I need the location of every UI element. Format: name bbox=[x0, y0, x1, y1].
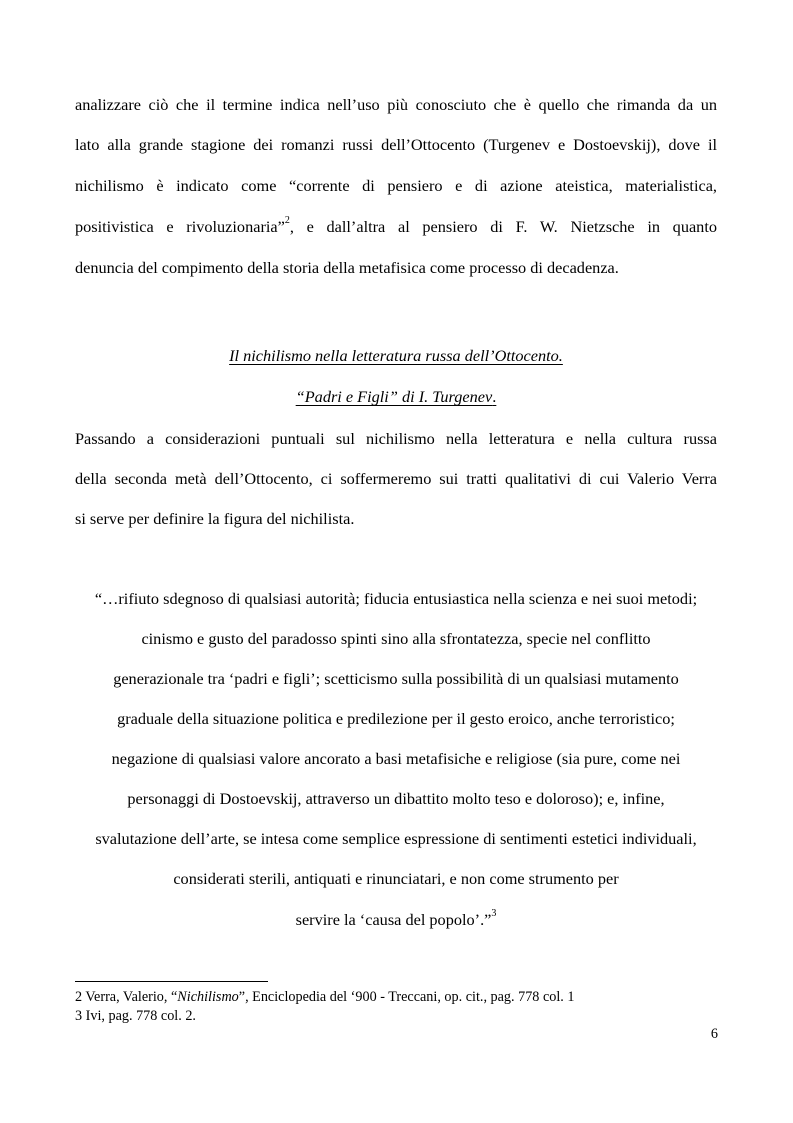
body-text-fragment: positivistica e rivoluzionaria” bbox=[75, 217, 285, 236]
section-subheading bbox=[75, 387, 717, 407]
body-text-line: si serve per definire la figura del nichilista. bbox=[75, 509, 355, 528]
body-text-line: lato alla grande stagione dei romanzi russi dell’Ottocento (Turgenev e Dostoevskij), dove il bbox=[75, 135, 717, 154]
quote-line: generazionale tra ‘padri e figli’; scetticismo sulla possibilità di un qualsiasi mutamento bbox=[113, 669, 679, 688]
quote-line: svalutazione dell’arte, se intesa come semplice espressione di sentimenti estetici individuali, bbox=[95, 829, 697, 848]
section-heading-title: Il nichilismo nella letteratura russa dell’Ottocento. bbox=[229, 346, 563, 365]
footnote-ref-2[interactable]: 2 bbox=[284, 215, 290, 226]
quote-line: considerati sterili, antiquati e rinunciatari, e non come strumento per bbox=[173, 869, 619, 888]
quote-line: negazione di qualsiasi valore ancorato a basi metafisiche e religiose (sia pure, come nei bbox=[111, 749, 681, 768]
quote-line: personaggi di Dostoevskij, attraverso un dibattito molto teso e doloroso); e, infine, bbox=[127, 789, 665, 808]
body-text-fragment: , e dall’altra al pensiero di F. W. Nietzsche in quanto bbox=[289, 217, 717, 236]
footnote-ref-3[interactable]: 3 bbox=[491, 908, 497, 919]
section-subheading-title: “Padri e Figli” di I. Turgenev bbox=[295, 387, 493, 406]
body-text-line: analizzare ciò che il termine indica nell’uso più conosciuto che è quello che rimanda da un bbox=[75, 95, 717, 114]
footnote-title: Nichilismo bbox=[177, 989, 239, 1005]
page-number: 6 bbox=[710, 1026, 718, 1042]
quote-line bbox=[75, 910, 717, 933]
quote-line: “…rifiuto sdegnoso di qualsiasi autorità; fiducia entusiastica nella scienza e nei suoi metodi; bbox=[94, 589, 698, 608]
footnote-3: 3 Ivi, pag. 778 col. 2. bbox=[75, 1008, 196, 1024]
footnote-text: 2 Verra, Valerio, “ bbox=[75, 989, 178, 1005]
body-text-line: nichilismo è indicato come “corrente di pensiero e di azione ateistica, materialistica, bbox=[75, 176, 717, 195]
section-heading bbox=[75, 346, 717, 366]
body-text-line: della seconda metà dell’Ottocento, ci soffermeremo sui tratti qualitativi di cui Valerio Verra bbox=[75, 469, 717, 488]
body-text-line bbox=[75, 217, 717, 240]
section-subheading-period: . bbox=[492, 387, 497, 406]
footnote-separator bbox=[75, 981, 268, 982]
quote-line: graduale della situazione politica e predilezione per il gesto eroico, anche terroristico; bbox=[117, 709, 675, 728]
footnote-2 bbox=[75, 989, 574, 1006]
quote-line: cinismo e gusto del paradosso spinti sino alla sfrontatezza, specie nel conflitto bbox=[141, 629, 651, 648]
footnote-text: ”, Enciclopedia del ‘900 - Treccani, op. cit., pag. 778 col. 1 bbox=[238, 989, 575, 1005]
body-text-line: Passando a considerazioni puntuali sul nichilismo nella letteratura e nella cultura russa bbox=[75, 429, 717, 448]
body-text-line: denuncia del compimento della storia della metafisica come processo di decadenza. bbox=[75, 258, 619, 277]
quote-text-fragment: servire la ‘causa del popolo’.” bbox=[295, 910, 492, 929]
